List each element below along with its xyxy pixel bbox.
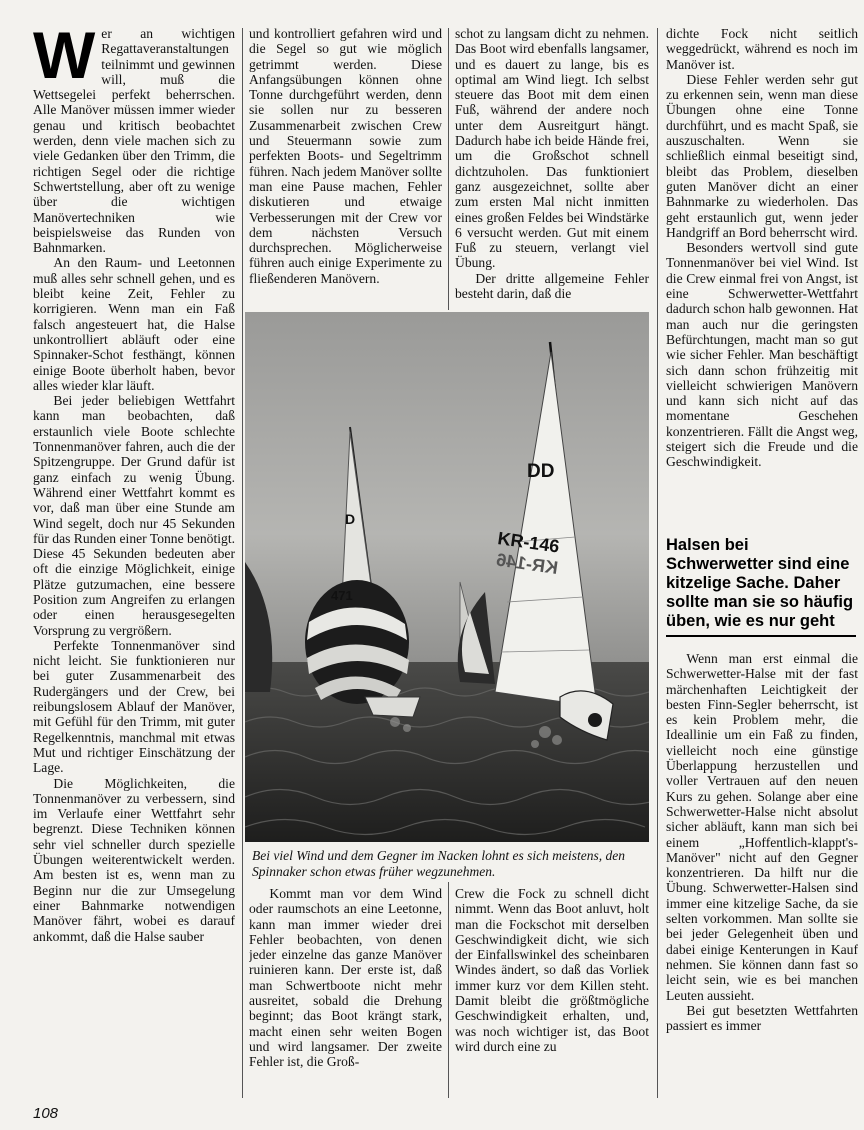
subheading: Halsen bei Schwerwetter sind eine kitzelige Sache. Daher sollte man sie so häufig üben, wie es nur geht (666, 536, 856, 637)
column-4-top (666, 26, 858, 526)
column-3-bottom (455, 886, 649, 1096)
column-4-bottom (666, 651, 858, 1096)
paragraph: Bei gut besetzten Wettfahrten passiert es immer (666, 1002, 858, 1034)
left-hull (365, 697, 420, 717)
sky (245, 312, 649, 682)
column-divider (657, 28, 658, 1098)
dropcap-paragraph (33, 26, 235, 255)
column-3-top (455, 26, 649, 326)
paragraph: Kommt man vor dem Wind oder raumschots an eine Leetonne, kann man immer wieder drei Fehler beobachten, von denen jeder einzelne das ganze Manöver ruinieren kann. Der erste ist, daß man Schwertboote nicht mehr ausreitet, sobald die Drehung beginnt; das Boot krängt stark, macht einen sehr weiten Bogen und wird langsamer. Der zweite Fehler ist, die Groß- (249, 886, 442, 1070)
paragraph: Bei jeder beliebigen Wettfahrt kann man beobachten, daß erstaunlich viele Boote schlechte Tonnenmanöver fahren, auch die der Spitzengruppe. Der Grund dafür ist ganz einfach zu wenig Übung. Während einer Wettfahrt kommt es vor, daß man über eine Stunde am Wind segelt, doch nur 45 Sekunden für das Runden einer Tonne benötigt. Diese 45 Sekunden bedeuten aber oft die einzige Möglichkeit, einige Plätze gutzumachen, eine bessere Position zum Angreifen zu erlangen oder einen herausgesegelten Vorsprung zu vergrößern. (33, 393, 235, 638)
column-divider (448, 882, 449, 1098)
photo-caption: Bei viel Wind und dem Gegner im Nacken lohnt es sich meistens, den Spinnaker schon etwas früher wegzunehmen. (252, 848, 626, 879)
left-sail-letters: D (345, 511, 356, 527)
right-sail-class: DD (527, 461, 555, 482)
column-2-bottom (249, 886, 442, 1096)
right-sail-number: KR-146 (496, 528, 561, 557)
paragraph: Wenn man erst einmal die Schwerwetter-Halse mit der fast märchenhaften Leichtigkeit der besten Finn-Segler beherrscht, ist es kein Problem mehr, die Ideallinie um ein Faß zu finden, vielleicht noch eine günstige Überlappung herzustellen und voller Vertrauen auf den neuen Kurs zu gehen. Solange aber eine Schwerwetter-Halse nicht absolut sicher abläuft, kann man sich bei einem „Hoffentlich-klappt's-Manöver" nicht auf den Gegner konzentrieren. Da hilft nur die Übung. Schwerwetter-Halsen sind immer eine kitzelige Sache, da sie selten vorkommen. Man sollte sie bei jeder Gelegenheit üben und dabei einige Kenterungen in Kauf nehmen. Sie können dann fast so leicht sein, wie es bei manchen Leuten aussieht. (666, 651, 858, 1003)
regatta-photo (245, 312, 649, 842)
paragraph: schot zu langsam dicht zu nehmen. Das Boot wird ebenfalls langsamer, und es dauert zu lange, bis es optimal am Wind liegt. Ich selbst steuere das Boot mit dem einen Fuß, während der andere noch unter dem Ausreitgurt hängt. Dadurch habe ich beide Hände frei, um die Großschot schnell dichtzuholen. Das funktioniert ganz ausgezeichnet, sollte aber zum ersten Mal nicht inmitten eines großen Feldes bei Windstärke 6 versucht werden. Gut mit einem Fuß zu steuern, verlangt viel Übung. (455, 26, 649, 271)
column-2-top (249, 26, 442, 326)
sailboats-illustration (245, 312, 649, 842)
column-1 (33, 26, 235, 1096)
left-boat-number: 471 (331, 588, 353, 603)
paragraph: Der dritte allgemeine Fehler besteht darin, daß die (455, 270, 649, 302)
paragraph: er an wichtigen Regattaveranstaltungen teilnimmt und gewinnen will, muß die Wettsegelei perfekt beherrschen. Alle Manöver müssen immer wieder genau und kritisch beobachtet werden, denn viele machen sich zu viele Gedanken über den Trimm, die richtigen Segel oder die richtige Schwertstellung, aber oft zu wenige über die wichtigen Manövertechniken wie beispielsweise das Runden von Bahnmarken. (33, 26, 235, 256)
paragraph: Die Möglichkeiten, die Tonnenmanöver zu verbessern, sind im Verlaufe einer Wettfahrt sehr begrenzt. Diese Techniken können sehr viel schneller durch spezielle Übungen weiterentwickelt werden. Am besten ist es, wenn man zu Beginn nur die zur Umsegelung einer Bahnmarke notwendigen Manöver fährt, wobei es darauf ankommt, daß die Halse sauber (33, 775, 235, 944)
paragraph: Crew die Fock zu schnell dicht nimmt. Wenn das Boot anluvt, holt man die Fockschot mit derselben Geschwindigkeit dicht, wie sich der Einfallswinkel des scheinbaren Windes ändert, so daß das Vorliek immer kurz vor dem Killen steht. Damit bleibt die größtmögliche Geschwindigkeit erhalten, und, was noch wichtiger ist, das Boot wird durch eine zu (455, 886, 649, 1054)
paragraph: An den Raum- und Leetonnen muß alles sehr schnell gehen, und es bleibt keine Zeit, Fehler zu korrigieren. Wenn man ein Faß falsch angesteuert hat, die Halse unkontrolliert abläuft oder eine Spinnaker-Schot festhängt, können einige Boote überholt haben, bevor alles wieder klar läuft. (33, 255, 235, 393)
paragraph: Besonders wertvoll sind gute Tonnenmanöver bei viel Wind. Ist die Crew einmal frei von Angst, ist eine Schwerwetter-Wettfahrt dadurch schon halb gewonnen. Hat man auch nur die geringsten Befürchtungen, macht man so gut wie sicher Fehler. Man beschäftigt sich dann schon frühzeitig mit vielleicht schwierigen Manövern und kann sich nicht auf das momentane Geschehen konzentrieren. Fällt die Angst weg, steigert sich die Freude und die Geschwindigkeit. (666, 240, 858, 470)
column-divider (242, 28, 243, 1098)
paragraph: Diese Fehler werden sehr gut zu erkennen sein, wenn man diese Übungen ohne eine Tonne durchführt, und es macht Spaß, sie auszuschalten. Wenn sie schließlich einmal beseitigt sind, bleibt das Problem, dieselben guten Manöver dicht an einer Bahnmarke zu wiederholen. Das geht erstaunlich gut, wenn jeder Handgriff an Bord beherrscht wird. (666, 71, 858, 240)
paragraph: dichte Fock nicht seitlich weggedrückt, während es noch im Manöver ist. (666, 26, 858, 72)
dropcap-letter: W (33, 26, 96, 92)
column-divider (448, 28, 449, 310)
page-number: 108 (33, 1105, 59, 1122)
paragraph: und kontrolliert gefahren wird und die Segel so gut wie möglich getrimmt werden. Diese Anfangsübungen können ohne Tonne durchgeführt werden, denn sie sollen nur zu besseren Zusammenarbeit zwischen Crew und Steuermann sowie zum perfekten Boots- und Segeltrimm führen. Nach jedem Manöver sollte man eine Pause machen, Fehler diskutieren und etwaige Verbesserungen mit der Crew vor dem nächsten Versuch durchsprechen. Möglicherweise führen auch einige Experimente zu fließenderen Manövern. (249, 26, 442, 286)
left-spinnaker (305, 580, 409, 704)
crew-member (588, 713, 602, 727)
right-sail-number-mirrored: KR-146 (495, 549, 560, 578)
paragraph: Perfekte Tonnenmanöver sind nicht leicht. Sie funktionieren nur bei guter Zusammenarbeit des Rudergängers und der Crew, bei reibungslosem Ablauf der Manöver, mit Gefühl für den Trimm, mit guter Regelkenntnis, manchmal mit etwas Mut und richtiger Einschätzung der Lage. (33, 637, 235, 776)
